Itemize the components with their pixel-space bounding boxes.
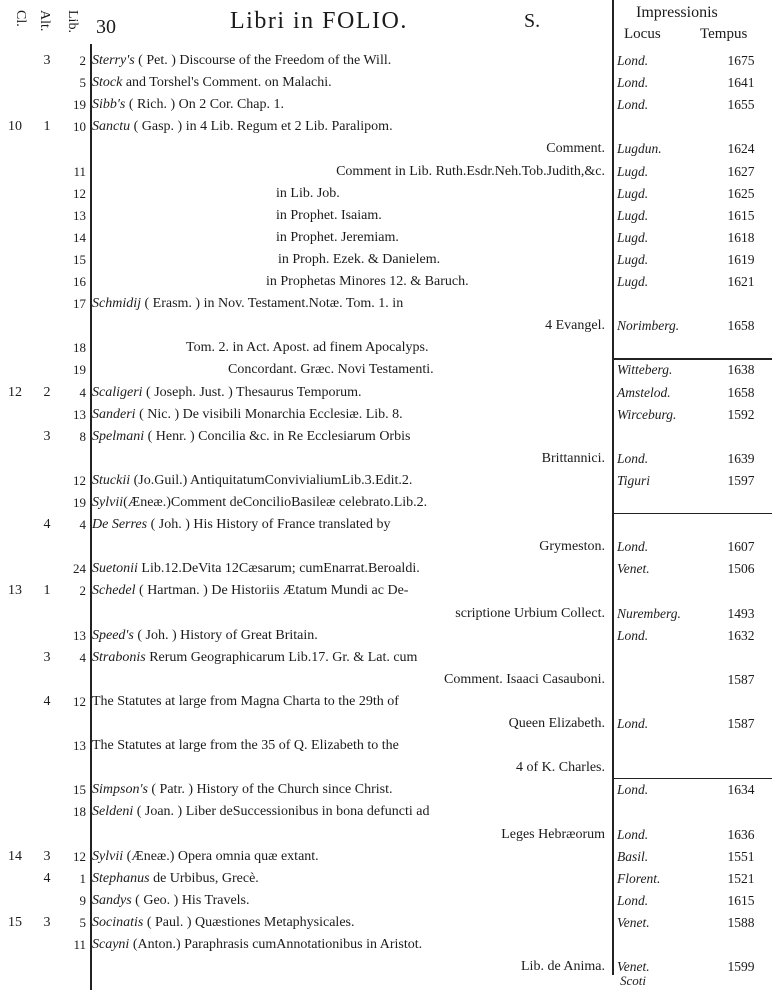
entry-title-text: (Æneæ.)Comment deConcilioBasileæ celebrato.Lib.2. [123, 495, 428, 510]
entry-title [92, 50, 391, 72]
imprint-year: 1624 [727, 141, 755, 157]
section-letter: S. [524, 10, 541, 32]
imprint-year: 1506 [727, 561, 755, 577]
entry-author: Socinatis [92, 914, 144, 930]
imprint-year: 1632 [727, 627, 755, 643]
entry-title-text: in Prophetas Minores 12. & Baruch. [266, 274, 469, 289]
shelf-number: 3 [43, 914, 51, 930]
list-item [0, 514, 783, 536]
imprint-place: Venet. [617, 959, 650, 975]
imprint-year: 1675 [727, 53, 755, 68]
entry-title-text: ( Gasp. ) in 4 Lib. Regum et 2 Lib. Paralipom. [130, 119, 393, 135]
imprint-place: Lugd. [617, 229, 649, 245]
class-number: 10 [8, 119, 22, 135]
entry-title [501, 824, 605, 846]
book-number: 16 [73, 274, 86, 289]
book-number: 1 [79, 870, 86, 886]
entry-title [521, 956, 605, 978]
book-number: 14 [73, 229, 86, 245]
entry-title [276, 183, 340, 205]
entry-title-text: ( Paul. ) Quæstiones Metaphysicales. [143, 914, 355, 930]
imprint-year: 1636 [727, 826, 755, 842]
entry-title-text: The Statutes at large from Magna Charta to the 29th of [92, 693, 399, 709]
entry-title-text: ( Joan. ) Liber deSuccessionibus in bona defuncti ad [133, 804, 430, 820]
entry-title [92, 492, 427, 514]
imprint-place: Florent. [617, 870, 661, 886]
imprint-place: Lond. [617, 97, 649, 113]
entry-title [92, 647, 417, 669]
imprint-year: 1638 [727, 362, 755, 378]
list-item [0, 912, 783, 934]
list-item [0, 647, 783, 669]
entry-author: Seldeni [92, 804, 134, 820]
entry-author: Simpson's [92, 782, 148, 798]
entry-title [92, 912, 354, 934]
entry-title-text: Tom. 2. in Act. Apost. ad finem Apocalyps. [186, 340, 429, 356]
entry-author: Sterry's [92, 53, 135, 68]
book-number: 4 [79, 649, 86, 665]
imprint-place: Lond. [617, 826, 649, 842]
entry-title-text: Brittannici. [541, 450, 605, 466]
book-number: 18 [73, 340, 86, 356]
entry-title-text: in Lib. Job. [276, 185, 340, 201]
entry-title-text: ( Pet. ) Discourse of the Freedom of the Will. [134, 53, 392, 68]
list-item [0, 271, 783, 293]
book-number: 13 [73, 627, 86, 643]
entry-title [546, 138, 605, 160]
list-item [0, 779, 783, 801]
list-item [0, 492, 783, 514]
entry-title-text: in Prophet. Jeremiam. [276, 229, 399, 245]
entry-author: Sandys [92, 892, 132, 908]
entry-title [92, 735, 399, 757]
column-header-alt [36, 10, 52, 31]
imprint-year: 1493 [727, 605, 755, 621]
imprint-place: Lond. [617, 539, 649, 555]
list-item [0, 249, 783, 271]
book-number: 4 [79, 384, 86, 400]
entry-author: Scayni [92, 937, 130, 952]
book-number: 15 [73, 251, 86, 267]
imprint-place: Lugd. [617, 163, 649, 179]
entry-title [278, 249, 440, 271]
list-item [0, 183, 783, 205]
entry-title-text: in Prophet. Isaiam. [276, 207, 382, 223]
entry-title-text: ( Joh. ) His History of France translated by [147, 517, 391, 533]
entry-title [542, 448, 605, 470]
entry-title-text: The Statutes at large from the 35 of Q. Elizabeth to the [92, 738, 399, 754]
list-item [0, 536, 783, 558]
book-number: 18 [73, 804, 86, 820]
entry-title [92, 404, 403, 426]
list-item [0, 625, 783, 647]
book-number: 13 [73, 738, 86, 754]
list-item [0, 315, 783, 337]
entry-title-text: ( Hartman. ) De Historiis Ætatum Mundi ac De- [135, 583, 409, 599]
entry-title [455, 603, 605, 625]
imprint-place: Lugd. [617, 185, 649, 201]
column-header-cl [12, 10, 28, 27]
imprint-place: Lond. [617, 627, 649, 643]
entry-author: Suetonii [92, 561, 138, 577]
book-number: 15 [73, 782, 86, 798]
shelf-number: 1 [43, 583, 51, 599]
entry-title [92, 801, 429, 823]
entry-title-text: 4 Evangel. [545, 318, 605, 334]
book-number: 12 [73, 693, 86, 709]
book-number: 11 [73, 937, 86, 952]
book-number: 2 [79, 583, 86, 599]
list-item [0, 801, 783, 823]
entry-title [92, 890, 250, 912]
entry-title-text: ( Henr. ) Concilia &c. in Re Ecclesiarum Orbis [144, 428, 411, 444]
entry-title-text: ( Nic. ) De visibili Monarchia Ecclesiæ. Lib. 8. [135, 406, 403, 422]
list-item [0, 691, 783, 713]
entry-title [186, 337, 428, 359]
book-number: 5 [79, 914, 86, 930]
entry-title-text: ( Patr. ) History of the Church since Christ. [147, 782, 393, 798]
entry-title-text: ( Joh. ) History of Great Britain. [133, 627, 318, 643]
book-number: 13 [73, 207, 86, 223]
imprint-place: Amstelod. [617, 384, 671, 400]
book-number: 12 [73, 472, 86, 488]
class-number: 12 [8, 384, 22, 400]
imprint-year: 1521 [727, 870, 755, 886]
book-number: 19 [73, 97, 86, 113]
imprint-year: 1588 [727, 914, 755, 930]
list-item [0, 116, 783, 138]
list-item [0, 161, 783, 183]
imprint-place: Lugd. [617, 274, 649, 289]
list-item [0, 50, 783, 72]
shelf-number: 3 [43, 649, 51, 665]
entry-title-text: Lib.12.DeVita 12Cæsarum; cumEnarrat.Beroaldi. [137, 561, 420, 577]
entry-title-text: ( Erasm. ) in Nov. Testament.Notæ. Tom. 1. in [141, 296, 404, 312]
book-number: 19 [73, 495, 86, 510]
book-number: 24 [73, 561, 86, 577]
imprint-place: Basil. [617, 848, 649, 864]
book-number: 13 [73, 406, 86, 422]
book-number: 12 [73, 185, 86, 201]
entry-author: Sibb's [92, 97, 126, 113]
list-item [0, 72, 783, 94]
entry-title-text: Queen Elizabeth. [508, 716, 605, 731]
column-header-cl-label: Cl. [13, 10, 28, 27]
shelf-number: 3 [43, 53, 51, 68]
shelf-number: 4 [43, 870, 51, 886]
list-item [0, 138, 783, 160]
book-number: 11 [73, 163, 86, 179]
entry-title [92, 580, 408, 602]
entry-title [516, 757, 605, 779]
imprint-year: 1551 [727, 848, 755, 864]
imprint-place: Lugd. [617, 251, 649, 267]
catchword: Scoti [620, 973, 646, 988]
entry-title [92, 868, 259, 890]
list-item [0, 205, 783, 227]
entry-title-text: (Jo.Guil.) AntiquitatumConvivialiumLib.3.Edit.2. [130, 472, 413, 488]
list-item [0, 404, 783, 426]
entry-title [92, 514, 390, 536]
imprint-place: Lugd. [617, 207, 649, 223]
class-number: 14 [8, 848, 22, 864]
list-item [0, 934, 783, 956]
page-number: 30 [96, 16, 116, 38]
entry-title-text: ( Joseph. Just. ) Thesaurus Temporum. [142, 384, 362, 400]
book-number: 9 [79, 892, 86, 908]
entry-author: Speed's [92, 627, 134, 643]
entry-author: De Serres [92, 517, 148, 533]
shelf-number: 2 [43, 384, 51, 400]
entry-author: Stock [92, 75, 123, 91]
entry-author: Sylvii [92, 848, 124, 864]
entry-title [276, 227, 399, 249]
imprint-year: 1592 [727, 406, 755, 422]
column-header-alt-label: Alt. [37, 10, 52, 32]
book-number: 5 [79, 75, 86, 91]
entry-title [444, 669, 605, 691]
page-title: Libri in FOLIO. [230, 8, 408, 34]
entry-author: Schmidij [92, 296, 141, 312]
imprint-place: Lond. [617, 892, 649, 908]
entry-author: Strabonis [92, 649, 146, 665]
imprint-year: 1655 [727, 97, 755, 113]
entry-title-text: Comment in Lib. Ruth.Esdr.Neh.Tob.Judith,&c. [336, 163, 605, 179]
column-header-lib-label: Lib. [65, 10, 80, 33]
imprint-place: Lond. [617, 716, 649, 731]
imprint-year: 1625 [727, 185, 755, 201]
entry-title [92, 691, 399, 713]
imprint-place: Lond. [617, 450, 649, 466]
list-item [0, 956, 783, 978]
entry-author: Stephanus [92, 870, 150, 886]
entry-title [92, 382, 362, 404]
list-item [0, 735, 783, 757]
shelf-number: 3 [43, 848, 51, 864]
imprint-place: Nuremberg. [617, 605, 681, 621]
list-item [0, 227, 783, 249]
entry-title [509, 713, 605, 735]
entry-title-text: de Urbibus, Grecè. [149, 870, 259, 886]
list-item [0, 713, 783, 735]
list-item [0, 448, 783, 470]
imprint-place: Witteberg. [617, 362, 673, 378]
entry-title-text: Grymeston. [539, 539, 605, 555]
list-item [0, 558, 783, 580]
list-item [0, 359, 783, 381]
entry-title-text: Rerum Geographicarum Lib.17. Gr. & Lat. cum [145, 649, 418, 665]
entry-title-text: and Torshel's Comment. on Malachi. [122, 75, 332, 91]
tempus-header: Tempus [700, 26, 748, 42]
entry-title [266, 271, 469, 293]
imprint-year: 1627 [727, 163, 755, 179]
entry-title-text: Concordant. Græc. Novi Testamenti. [228, 362, 434, 378]
imprint-place: Lond. [617, 75, 649, 91]
imprint-year: 1615 [727, 207, 755, 223]
imprint-year: 1658 [727, 318, 755, 334]
imprint-place: Norimberg. [617, 318, 680, 334]
entry-author: Scaligeri [92, 384, 143, 400]
entry-title [92, 470, 412, 492]
book-number: 4 [79, 517, 86, 533]
imprint-year: 1587 [727, 716, 755, 731]
book-number: 17 [73, 296, 86, 312]
imprint-place: Lond. [617, 782, 649, 798]
entry-title-text: scriptione Urbium Collect. [455, 605, 605, 621]
list-item [0, 757, 783, 779]
book-number: 8 [79, 428, 86, 444]
imprint-year: 1634 [727, 782, 755, 798]
imprint-place: Tiguri [617, 472, 651, 488]
entry-title [336, 161, 605, 183]
entry-title-text: Comment. Isaaci Casauboni. [444, 671, 605, 687]
list-item [0, 382, 783, 404]
book-number: 19 [73, 362, 86, 378]
imprint-year: 1639 [727, 450, 755, 466]
entry-title [545, 315, 605, 337]
imprint-place: Lond. [617, 53, 649, 68]
shelf-number: 4 [43, 517, 51, 533]
list-item [0, 293, 783, 315]
entry-title [92, 779, 392, 801]
imprint-year: 1658 [727, 384, 755, 400]
list-item [0, 868, 783, 890]
list-item [0, 669, 783, 691]
entry-title [228, 359, 434, 381]
imprint-place: Venet. [617, 561, 650, 577]
imprint-year: 1641 [727, 75, 755, 91]
entry-title-text: 4 of K. Charles. [515, 760, 605, 776]
list-item [0, 890, 783, 912]
list-item [0, 846, 783, 868]
shelf-number: 4 [43, 693, 51, 709]
list-item [0, 603, 783, 625]
imprint-year: 1615 [727, 892, 755, 908]
imprint-year: 1597 [727, 472, 755, 488]
shelf-number: 3 [43, 428, 51, 444]
entry-author: Sylvii [92, 495, 124, 510]
column-header-lib [64, 10, 80, 33]
shelf-number: 1 [43, 119, 51, 135]
imprint-place: Lugdun. [617, 141, 662, 157]
imprint-year: 1619 [727, 251, 755, 267]
entry-title-text: Comment. [546, 141, 605, 157]
entry-title-text: (Anton.) Paraphrasis cumAnnotationibus in Aristot. [129, 937, 423, 952]
entry-title [92, 625, 318, 647]
book-number: 2 [79, 53, 86, 68]
entry-title [92, 934, 422, 956]
entry-title-text: ( Rich. ) On 2 Cor. Chap. 1. [125, 97, 284, 113]
entry-title [92, 846, 319, 868]
entry-title [92, 72, 332, 94]
class-number: 13 [8, 583, 22, 599]
imprint-year: 1621 [727, 274, 755, 289]
list-item [0, 94, 783, 116]
imprint-year: 1587 [727, 671, 755, 687]
entry-title [92, 426, 410, 448]
imprint-place: Wirceburg. [617, 406, 677, 422]
entry-title [539, 536, 605, 558]
entry-author: Stuckii [92, 472, 131, 488]
entry-title-text: Lib. de Anima. [521, 959, 605, 975]
entry-title [92, 94, 284, 116]
imprint-year: 1607 [727, 539, 755, 555]
entry-title-text: ( Geo. ) His Travels. [131, 892, 250, 908]
entry-author: Schedel [92, 583, 136, 599]
locus-header: Locus [624, 26, 661, 42]
entry-author: Sanctu [92, 119, 131, 135]
entry-author: Sanderi [92, 406, 136, 422]
list-item [0, 824, 783, 846]
entry-title [276, 205, 382, 227]
list-item [0, 337, 783, 359]
imprint-place: Venet. [617, 914, 650, 930]
list-item [0, 470, 783, 492]
list-item [0, 580, 783, 602]
book-number: 10 [73, 119, 86, 135]
book-number: 12 [73, 848, 86, 864]
entry-title-text: (Æneæ.) Opera omnia quæ extant. [123, 848, 319, 864]
entry-author: Spelmani [92, 428, 145, 444]
entry-title-text: Leges Hebræorum [501, 826, 605, 842]
entry-title [92, 293, 403, 315]
entry-title-text: in Proph. Ezek. & Danielem. [278, 251, 441, 267]
list-item [0, 426, 783, 448]
impressionis-header: Impressionis [636, 4, 718, 21]
class-number: 15 [8, 914, 22, 930]
entry-title [92, 116, 393, 138]
entry-title [92, 558, 420, 580]
imprint-year: 1618 [727, 229, 755, 245]
imprint-year: 1599 [727, 959, 755, 975]
